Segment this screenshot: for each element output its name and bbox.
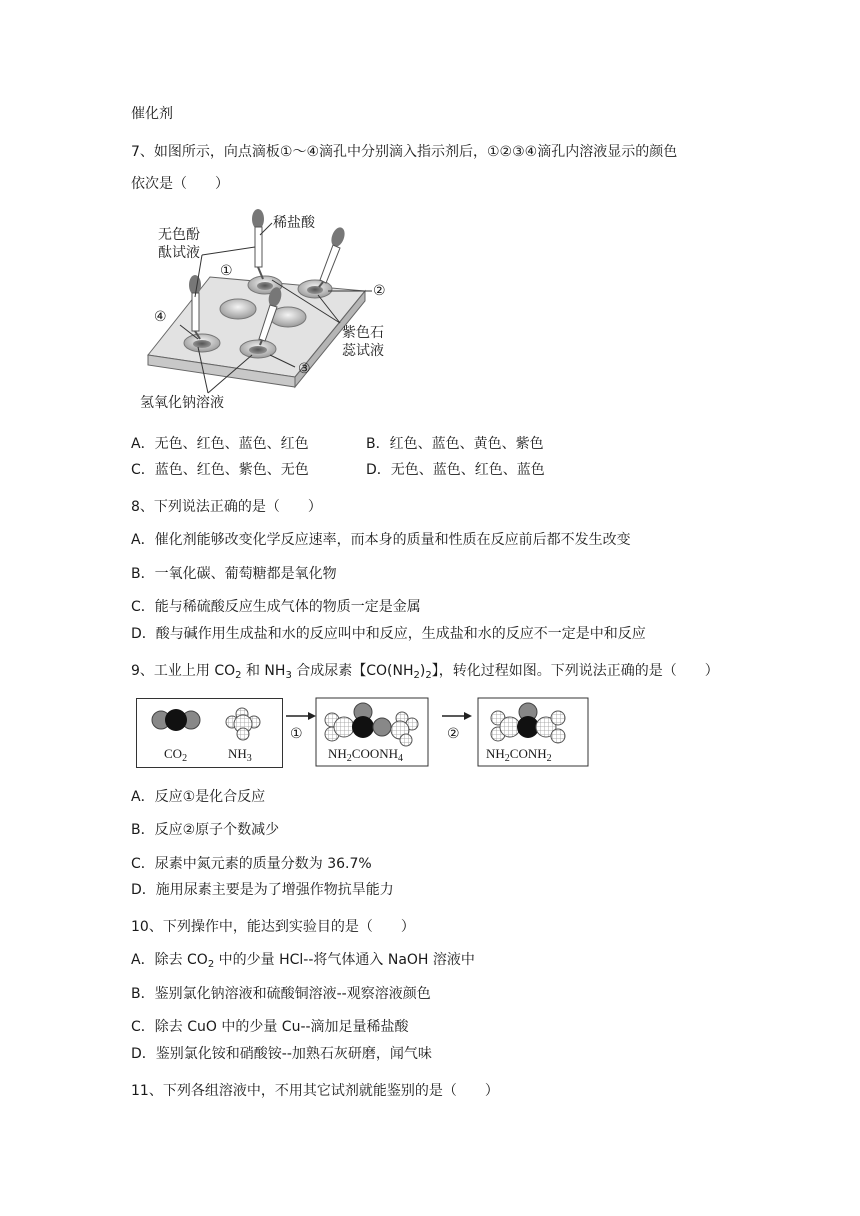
urea-synthesis-figure [136,694,596,774]
q11-stem: 11、下列各组溶液中，不用其它试剂就能鉴别的是（ ） [131,1083,499,1099]
label-sodium-hydroxide: 氢氧化钠溶液 [140,395,224,411]
q9-option-c: C．尿素中氮元素的质量分数为 36.7% [131,856,372,872]
well-number-4: ④ [154,309,167,325]
co2-molecule [152,709,200,731]
q7-stem-line1: 7、如图所示，向点滴板①～④滴孔中分别滴入指示剂后，①②③④滴孔内溶液显示的颜色 [131,144,678,160]
q7-option-a: A．无色、红色、蓝色、红色 [131,436,309,452]
label-phenolphthalein-1: 无色酚 [158,227,200,243]
q8-option-c: C．能与稀硫酸反应生成气体的物质一定是金属 [131,599,421,615]
q9-stem: 9、工业上用 $CO_2$ 和 $NH_3$ 合成尿素【$CO(NH_2)_2$】，转化过程如图。下列说法正确的是（ ） [131,663,719,681]
q10-option-d: D．鉴别氯化铵和硝酸铵--加熟石灰研磨，闻气味 [131,1046,432,1062]
q7-option-c: C．蓝色、红色、紫色、无色 [131,462,309,478]
q9-option-d: D．施用尿素主要是为了增强作物抗旱能力 [131,882,394,898]
spot-plate-figure [140,205,400,415]
label-nh2coonh4: $NH_2COONH_4$ [328,746,404,764]
q9-option-a: A．反应①是化合反应 [131,789,266,805]
q8-stem: 8、下列说法正确的是（ ） [131,499,322,515]
q8-option-a: A．催化剂能够改变化学反应速率，而本身的质量和性质在反应前后都不发生改变 [131,532,631,548]
q7-stem-line2: 依次是（ ） [131,176,229,192]
well-empty-1 [220,299,256,319]
q8-option-b: B．一氧化碳、葡萄糖都是氧化物 [131,566,337,582]
label-litmus-1: 紫色石 [342,325,384,341]
q7-option-b: B．红色、蓝色、黄色、紫色 [366,436,544,452]
well-number-3: ③ [298,361,311,377]
q8-option-d: D．酸与碱作用生成盐和水的反应叫中和反应，生成盐和水的反应不一定是中和反应 [131,626,646,642]
label-nh3: $NH_3$ [228,746,252,764]
line-catalyst: 催化剂 [131,106,173,122]
label-urea: $NH_2CONH_2$ [486,746,552,764]
label-litmus-2: 蕊试液 [342,343,384,359]
step-1-label: ① [290,726,303,742]
nh3-molecule [226,708,260,740]
well-number-1: ① [220,263,233,279]
dropper-2 [319,226,347,287]
label-hydrochloric-acid: 稀盐酸 [273,215,315,231]
well-number-2: ② [373,283,386,299]
q7-option-d: D．无色、蓝色、红色、蓝色 [366,462,545,478]
q10-stem: 10、下列操作中，能达到实验目的是（ ） [131,919,415,935]
dropper-1 [252,209,264,279]
q10-option-b: B．鉴别氯化钠溶液和硫酸铜溶液--观察溶液颜色 [131,986,431,1002]
label-phenolphthalein-2: 酞试液 [158,245,200,261]
step-2-label: ② [447,726,460,742]
q9-option-b: B．反应②原子个数减少 [131,822,280,838]
q10-option-c: C．除去 CuO 中的少量 Cu--滴加足量稀盐酸 [131,1019,409,1035]
label-co2: $CO_2$ [164,746,188,764]
q10-option-a: A．除去 $CO_2$ 中的少量 HCl--将气体通入 NaOH 溶液中 [131,952,475,970]
